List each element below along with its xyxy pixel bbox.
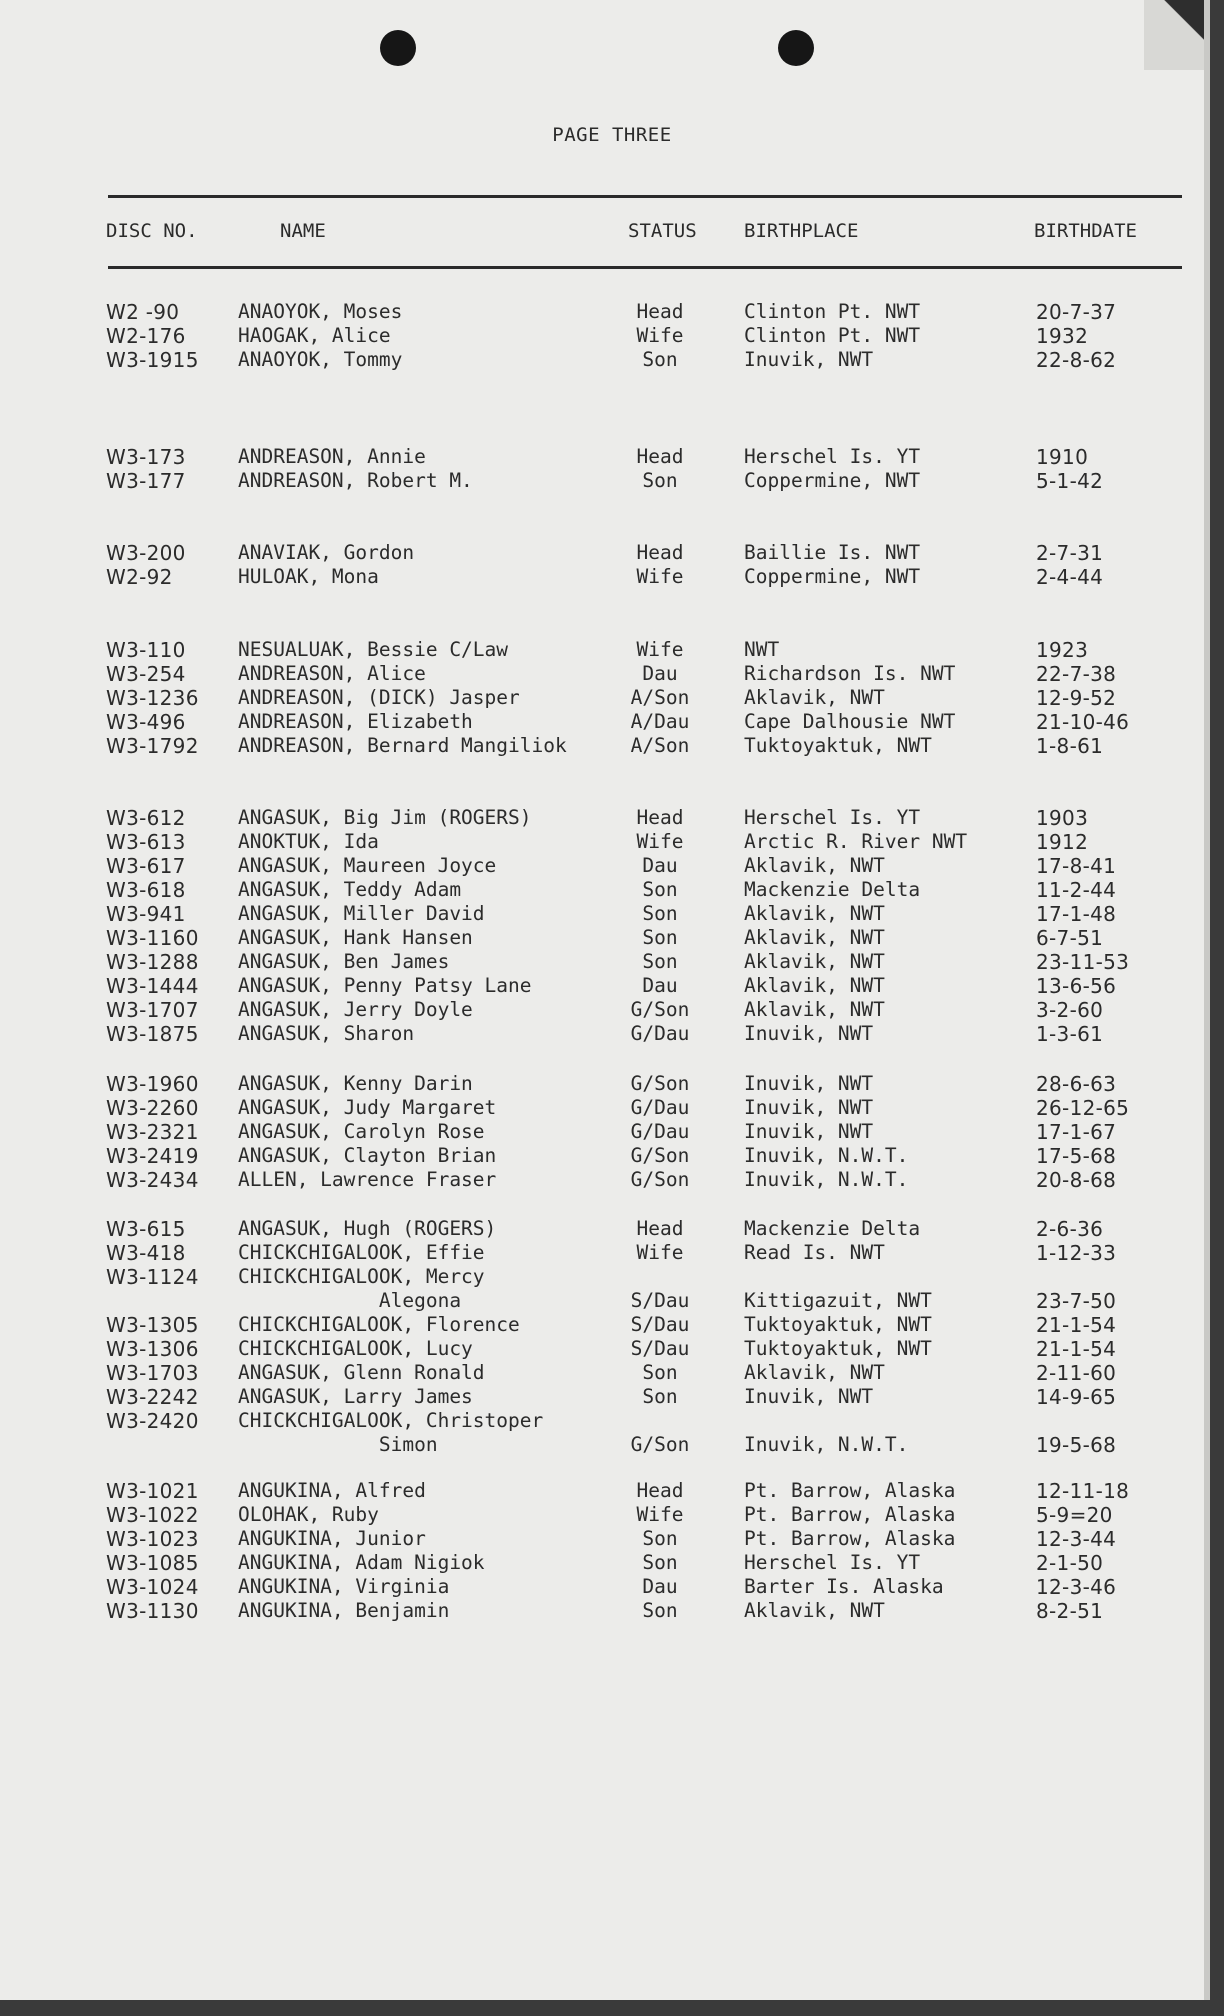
birthplace-cell: Inuvik, NWT — [744, 1072, 874, 1095]
table-row — [0, 686, 1224, 710]
table-row — [0, 348, 1224, 372]
disc-no-cell: W3-1875 — [106, 1022, 199, 1046]
disc-no-cell: W3-1130 — [106, 1599, 199, 1623]
birthdate-cell: 12-11-18 — [1036, 1479, 1130, 1503]
birthdate-cell: 12-3-44 — [1036, 1527, 1117, 1551]
birthplace-cell: Herschel Is. YT — [744, 806, 921, 829]
table-row — [0, 998, 1224, 1022]
disc-no-cell: W3-177 — [106, 469, 186, 493]
table-row — [0, 469, 1224, 493]
name-cell: ANDREASON, Annie — [238, 445, 426, 468]
table-row — [0, 1241, 1224, 1265]
birthplace-cell: Aklavik, NWT — [744, 950, 885, 973]
name-cell: ANGASUK, Hank Hansen — [238, 926, 473, 949]
header-birthdate: BIRTHDATE — [1034, 220, 1137, 242]
status-cell: Dau — [642, 1575, 678, 1598]
name-cell: ANGASUK, Jerry Doyle — [238, 998, 473, 1021]
birthdate-cell: 21-1-54 — [1036, 1337, 1117, 1361]
disc-no-cell: W3-613 — [106, 830, 186, 854]
disc-no-cell: W3-1023 — [106, 1527, 199, 1551]
page-title: PAGE THREE — [552, 124, 672, 146]
birthplace-cell: Clinton Pt. NWT — [744, 324, 921, 347]
name-cell: ANAOYOK, Tommy — [238, 348, 403, 371]
birthdate-cell: 1-8-61 — [1036, 734, 1104, 758]
name-cell: ANDREASON, Alice — [238, 662, 426, 685]
birthdate-cell: 28-6-63 — [1036, 1072, 1117, 1096]
name-cell: ANGASUK, Ben James — [238, 950, 450, 973]
birthplace-cell: Inuvik, NWT — [744, 1096, 874, 1119]
disc-no-cell: W2-176 — [106, 324, 186, 348]
birthdate-cell: 3-2-60 — [1036, 998, 1104, 1022]
disc-no-cell: W3-1707 — [106, 998, 199, 1022]
name-cell: ANDREASON, Bernard Mangiliok — [238, 734, 567, 757]
table-row — [0, 565, 1224, 589]
disc-no-cell: W3-2420 — [106, 1409, 199, 1433]
birthplace-cell: Inuvik, NWT — [744, 1120, 874, 1143]
table-row — [0, 1217, 1224, 1241]
birthplace-cell: Coppermine, NWT — [744, 469, 921, 492]
birthdate-cell: 1-3-61 — [1036, 1022, 1104, 1046]
birthplace-cell: Aklavik, NWT — [744, 974, 885, 997]
name-cell: CHICKCHIGALOOK, Florence — [238, 1313, 520, 1336]
birthdate-cell: 17-1-48 — [1036, 902, 1117, 926]
status-cell: Son — [642, 1361, 678, 1384]
disc-no-cell: W3-1024 — [106, 1575, 199, 1599]
status-cell: G/Son — [630, 1144, 690, 1167]
name-cell: ANGUKINA, Adam Nigiok — [238, 1551, 485, 1574]
table-row — [0, 1022, 1224, 1046]
status-cell: Head — [636, 1479, 684, 1502]
birthplace-cell: Aklavik, NWT — [744, 902, 885, 925]
birthdate-cell: 1-12-33 — [1036, 1241, 1117, 1265]
status-cell: Son — [642, 878, 678, 901]
birthplace-cell: Aklavik, NWT — [744, 1361, 885, 1384]
birthdate-cell: 1903 — [1036, 806, 1089, 830]
name-cell: ALLEN, Lawrence Fraser — [238, 1168, 497, 1191]
status-cell: Wife — [636, 565, 684, 588]
name-cell: ANOKTUK, Ida — [238, 830, 379, 853]
status-cell: Son — [642, 1385, 678, 1408]
birthdate-cell: 1932 — [1036, 324, 1089, 348]
disc-no-cell: W3-1021 — [106, 1479, 199, 1503]
table-row — [0, 878, 1224, 902]
disc-no-cell: W3-1703 — [106, 1361, 199, 1385]
name-cell: ANAOYOK, Moses — [238, 300, 403, 323]
punch-hole-left — [380, 30, 416, 66]
table-row — [0, 1433, 1224, 1457]
birthplace-cell: Inuvik, NWT — [744, 1022, 874, 1045]
birthplace-cell: Barter Is. Alaska — [744, 1575, 944, 1598]
name-cell: ANGASUK, Kenny Darin — [238, 1072, 473, 1095]
status-cell: Dau — [642, 974, 678, 997]
status-cell: G/Son — [630, 1168, 690, 1191]
birthplace-cell: Aklavik, NWT — [744, 1599, 885, 1622]
birthdate-cell: 6-7-51 — [1036, 926, 1104, 950]
disc-no-cell: W3-1022 — [106, 1503, 199, 1527]
name-cell: CHICKCHIGALOOK, Lucy — [238, 1337, 473, 1360]
header-name: NAME — [280, 220, 326, 242]
table-row — [0, 974, 1224, 998]
name-cell: ANGUKINA, Virginia — [238, 1575, 450, 1598]
name-cell: ANGASUK, Carolyn Rose — [238, 1120, 485, 1143]
disc-no-cell: W3-1444 — [106, 974, 199, 998]
birthdate-cell: 11-2-44 — [1036, 878, 1117, 902]
disc-no-cell: W3-1960 — [106, 1072, 199, 1096]
disc-no-cell: W3-2419 — [106, 1144, 199, 1168]
name-cell: ANGASUK, Teddy Adam — [238, 878, 462, 901]
birthplace-cell: Arctic R. River NWT — [744, 830, 968, 853]
status-cell: Son — [642, 469, 678, 492]
status-cell: A/Dau — [630, 710, 690, 733]
birthplace-cell: Pt. Barrow, Alaska — [744, 1527, 956, 1550]
birthplace-cell: Tuktoyaktuk, NWT — [744, 734, 932, 757]
birthplace-cell: Inuvik, N.W.T. — [744, 1144, 909, 1167]
name-cell: Alegona — [238, 1289, 462, 1312]
birthplace-cell: Tuktoyaktuk, NWT — [744, 1337, 932, 1360]
table-row — [0, 1551, 1224, 1575]
name-cell: ANDREASON, Elizabeth — [238, 710, 473, 733]
birthdate-cell: 22-7-38 — [1036, 662, 1117, 686]
status-cell: G/Son — [630, 998, 690, 1021]
birthplace-cell: Clinton Pt. NWT — [744, 300, 921, 323]
name-cell: ANDREASON, (DICK) Jasper — [238, 686, 520, 709]
header-status: STATUS — [628, 220, 697, 242]
disc-no-cell: W3-1160 — [106, 926, 199, 950]
table-row — [0, 926, 1224, 950]
disc-no-cell: W2 -90 — [106, 300, 180, 324]
name-cell: ANGASUK, Clayton Brian — [238, 1144, 497, 1167]
table-row — [0, 1409, 1224, 1433]
disc-no-cell: W3-612 — [106, 806, 186, 830]
table-row — [0, 950, 1224, 974]
disc-no-cell: W3-2260 — [106, 1096, 199, 1120]
name-cell: ANGASUK, Larry James — [238, 1385, 473, 1408]
table-row — [0, 1503, 1224, 1527]
disc-no-cell: W3-1915 — [106, 348, 199, 372]
status-cell: Head — [636, 806, 684, 829]
birthplace-cell: Herschel Is. YT — [744, 445, 921, 468]
table-row — [0, 662, 1224, 686]
disc-no-cell: W3-200 — [106, 541, 186, 565]
table-row — [0, 1479, 1224, 1503]
name-cell: NESUALUAK, Bessie C/Law — [238, 638, 509, 661]
punch-hole-right — [778, 30, 814, 66]
status-cell: Wife — [636, 638, 684, 661]
birthplace-cell: Inuvik, N.W.T. — [744, 1433, 909, 1456]
status-cell: Dau — [642, 854, 678, 877]
birthdate-cell: 21-1-54 — [1036, 1313, 1117, 1337]
status-cell: Son — [642, 1527, 678, 1550]
table-row — [0, 1575, 1224, 1599]
name-cell: HAOGAK, Alice — [238, 324, 391, 347]
birthdate-cell: 8-2-51 — [1036, 1599, 1104, 1623]
table-row — [0, 324, 1224, 348]
status-cell: A/Son — [630, 734, 690, 757]
disc-no-cell: W3-1288 — [106, 950, 199, 974]
birthplace-cell: Cape Dalhousie NWT — [744, 710, 956, 733]
birthplace-cell: Pt. Barrow, Alaska — [744, 1479, 956, 1502]
birthplace-cell: Mackenzie Delta — [744, 878, 921, 901]
birthdate-cell: 23-11-53 — [1036, 950, 1130, 974]
table-row — [0, 806, 1224, 830]
table-row — [0, 1120, 1224, 1144]
header-rule-bottom — [108, 266, 1182, 269]
status-cell: S/Dau — [630, 1337, 690, 1360]
name-cell: CHICKCHIGALOOK, Mercy — [238, 1265, 485, 1288]
disc-no-cell: W3-1306 — [106, 1337, 199, 1361]
status-cell: G/Dau — [630, 1022, 690, 1045]
birthplace-cell: Aklavik, NWT — [744, 854, 885, 877]
birthdate-cell: 12-3-46 — [1036, 1575, 1117, 1599]
table-row — [0, 1599, 1224, 1623]
table-row — [0, 1265, 1224, 1289]
table-row — [0, 1361, 1224, 1385]
table-row — [0, 830, 1224, 854]
status-cell: Son — [642, 950, 678, 973]
status-cell: Son — [642, 902, 678, 925]
birthplace-cell: Inuvik, NWT — [744, 1385, 874, 1408]
name-cell: ANGUKINA, Alfred — [238, 1479, 426, 1502]
status-cell: G/Son — [630, 1072, 690, 1095]
table-row — [0, 710, 1224, 734]
birthdate-cell: 14-9-65 — [1036, 1385, 1117, 1409]
birthdate-cell: 17-5-68 — [1036, 1144, 1117, 1168]
name-cell: CHICKCHIGALOOK, Effie — [238, 1241, 485, 1264]
name-cell: ANGASUK, Penny Patsy Lane — [238, 974, 532, 997]
status-cell: Son — [642, 1551, 678, 1574]
table-row — [0, 445, 1224, 469]
disc-no-cell: W3-2242 — [106, 1385, 199, 1409]
disc-no-cell: W3-2321 — [106, 1120, 199, 1144]
table-row — [0, 1168, 1224, 1192]
name-cell: ANGUKINA, Benjamin — [238, 1599, 450, 1622]
name-cell: ANGASUK, Glenn Ronald — [238, 1361, 485, 1384]
birthplace-cell: Coppermine, NWT — [744, 565, 921, 588]
disc-no-cell: W3-941 — [106, 902, 186, 926]
column-headers — [0, 220, 1224, 246]
birthdate-cell: 5-1-42 — [1036, 469, 1104, 493]
birthdate-cell: 20-7-37 — [1036, 300, 1117, 324]
name-cell: ANGUKINA, Junior — [238, 1527, 426, 1550]
birthplace-cell: Herschel Is. YT — [744, 1551, 921, 1574]
table-row — [0, 1337, 1224, 1361]
table-row — [0, 1096, 1224, 1120]
birthplace-cell: Inuvik, N.W.T. — [744, 1168, 909, 1191]
disc-no-cell: W3-254 — [106, 662, 186, 686]
status-cell: Head — [636, 445, 684, 468]
birthdate-cell: 2-11-60 — [1036, 1361, 1117, 1385]
status-cell: Wife — [636, 324, 684, 347]
birthdate-cell: 5-9=20 — [1036, 1503, 1113, 1527]
status-cell: S/Dau — [630, 1313, 690, 1336]
birthdate-cell: 1912 — [1036, 830, 1089, 854]
birthdate-cell: 26-12-65 — [1036, 1096, 1130, 1120]
name-cell: ANGASUK, Hugh (ROGERS) — [238, 1217, 497, 1240]
name-cell: ANDREASON, Robert M. — [238, 469, 473, 492]
name-cell: ANGASUK, Maureen Joyce — [238, 854, 497, 877]
status-cell: Son — [642, 1599, 678, 1622]
disc-no-cell: W2-92 — [106, 565, 173, 589]
birthplace-cell: Inuvik, NWT — [744, 348, 874, 371]
disc-no-cell: W3-418 — [106, 1241, 186, 1265]
birthdate-cell: 17-1-67 — [1036, 1120, 1117, 1144]
disc-no-cell: W3-1792 — [106, 734, 199, 758]
status-cell: G/Son — [630, 1433, 690, 1456]
table-row — [0, 1313, 1224, 1337]
disc-no-cell: W3-173 — [106, 445, 186, 469]
name-cell: ANAVIAK, Gordon — [238, 541, 415, 564]
header-rule-top — [108, 195, 1182, 198]
birthplace-cell: Aklavik, NWT — [744, 686, 885, 709]
birthdate-cell: 13-6-56 — [1036, 974, 1117, 998]
birthplace-cell: Richardson Is. NWT — [744, 662, 956, 685]
status-cell: Wife — [636, 1503, 684, 1526]
table-row — [0, 854, 1224, 878]
birthdate-cell: 1910 — [1036, 445, 1089, 469]
status-cell: Son — [642, 348, 678, 371]
status-cell: Wife — [636, 1241, 684, 1264]
name-cell: Simon — [238, 1433, 438, 1456]
folded-corner — [1144, 0, 1204, 70]
table-row — [0, 1289, 1224, 1313]
name-cell: HULOAK, Mona — [238, 565, 379, 588]
status-cell: A/Son — [630, 686, 690, 709]
table-row — [0, 734, 1224, 758]
name-cell: ANGASUK, Miller David — [238, 902, 485, 925]
table-row — [0, 541, 1224, 565]
birthdate-cell: 2-7-31 — [1036, 541, 1104, 565]
disc-no-cell: W3-617 — [106, 854, 186, 878]
birthdate-cell: 12-9-52 — [1036, 686, 1117, 710]
birthplace-cell: Aklavik, NWT — [744, 998, 885, 1021]
birthplace-cell: Aklavik, NWT — [744, 926, 885, 949]
name-cell: ANGASUK, Judy Margaret — [238, 1096, 497, 1119]
birthplace-cell: Tuktoyaktuk, NWT — [744, 1313, 932, 1336]
disc-no-cell: W3-1305 — [106, 1313, 199, 1337]
name-cell: ANGASUK, Big Jim (ROGERS) — [238, 806, 532, 829]
status-cell: G/Dau — [630, 1120, 690, 1143]
birthdate-cell: 17-8-41 — [1036, 854, 1117, 878]
table-row — [0, 1072, 1224, 1096]
header-birthplace: BIRTHPLACE — [744, 220, 859, 242]
table-row — [0, 1385, 1224, 1409]
birthdate-cell: 21-10-46 — [1036, 710, 1130, 734]
status-cell: Son — [642, 926, 678, 949]
birthdate-cell: 22-8-62 — [1036, 348, 1117, 372]
name-cell: CHICKCHIGALOOK, Christoper — [238, 1409, 544, 1432]
status-cell: Wife — [636, 830, 684, 853]
header-disc-no: DISC NO. — [106, 220, 198, 242]
birthdate-cell: 1923 — [1036, 638, 1089, 662]
birthplace-cell: Baillie Is. NWT — [744, 541, 921, 564]
table-row — [0, 300, 1224, 324]
disc-no-cell: W3-110 — [106, 638, 186, 662]
name-cell: ANGASUK, Sharon — [238, 1022, 415, 1045]
table-row — [0, 902, 1224, 926]
disc-no-cell: W3-496 — [106, 710, 186, 734]
status-cell: Head — [636, 1217, 684, 1240]
disc-no-cell: W3-1085 — [106, 1551, 199, 1575]
disc-no-cell: W3-1236 — [106, 686, 199, 710]
disc-no-cell: W3-615 — [106, 1217, 186, 1241]
birthplace-cell: Pt. Barrow, Alaska — [744, 1503, 956, 1526]
name-cell: OLOHAK, Ruby — [238, 1503, 379, 1526]
table-row — [0, 1527, 1224, 1551]
birthdate-cell: 2-4-44 — [1036, 565, 1104, 589]
birthplace-cell: Mackenzie Delta — [744, 1217, 921, 1240]
birthplace-cell: Read Is. NWT — [744, 1241, 885, 1264]
status-cell: Dau — [642, 662, 678, 685]
birthdate-cell: 20-8-68 — [1036, 1168, 1117, 1192]
disc-no-cell: W3-2434 — [106, 1168, 199, 1192]
disc-no-cell: W3-1124 — [106, 1265, 199, 1289]
status-cell: Head — [636, 300, 684, 323]
birthplace-cell: Kittigazuit, NWT — [744, 1289, 932, 1312]
status-cell: G/Dau — [630, 1096, 690, 1119]
disc-no-cell: W3-618 — [106, 878, 186, 902]
table-row — [0, 638, 1224, 662]
birthdate-cell: 2-1-50 — [1036, 1551, 1104, 1575]
status-cell: S/Dau — [630, 1289, 690, 1312]
birthdate-cell: 2-6-36 — [1036, 1217, 1104, 1241]
status-cell: Head — [636, 541, 684, 564]
birthdate-cell: 19-5-68 — [1036, 1433, 1117, 1457]
table-row — [0, 1144, 1224, 1168]
birthplace-cell: NWT — [744, 638, 780, 661]
birthdate-cell: 23-7-50 — [1036, 1289, 1117, 1313]
